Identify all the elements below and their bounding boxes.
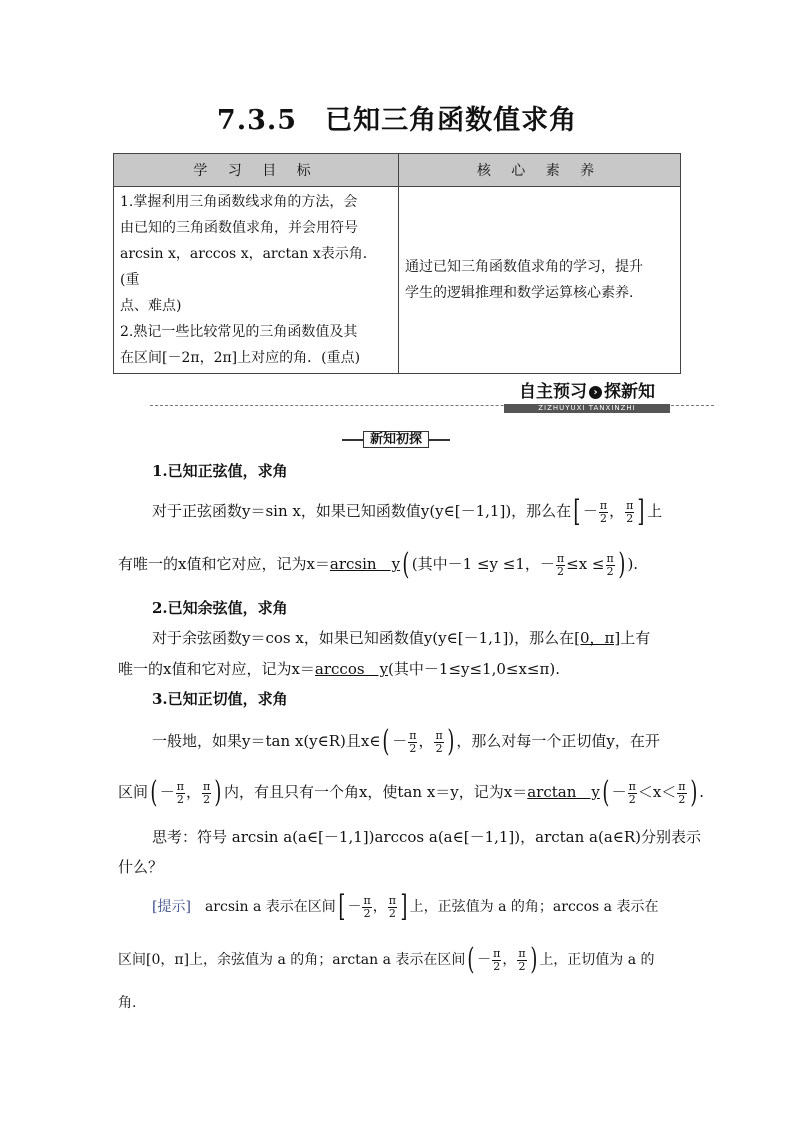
objective-line: 在区间[－2π，2π]上对应的角．(重点) xyxy=(120,350,361,366)
literacy-line: 学生的逻辑推理和数学运算核心素养. xyxy=(405,285,634,301)
literacy-cell xyxy=(399,187,681,374)
section-heading-cosine: 2.已知余弦值，求角 xyxy=(152,599,288,617)
sine-line-2: 有唯一的x值和它对应，记为x＝arcsin y( (其中－1 ≤y ≤1，－ $\frac{\pi}{2}$ ≤x ≤ $\frac{\pi}{2}$ ) ). xyxy=(118,547,639,582)
answer-arcsin: arcsin y xyxy=(329,555,401,573)
hint-line-3: 角. xyxy=(118,995,137,1011)
objective-line: arcsin x，arccos x，arctan x表示角．(重 xyxy=(120,246,377,288)
literacy-line: 通过已知三角函数值求角的学习，提升 xyxy=(405,259,643,275)
objective-line: 2.熟记一些比较常见的三角函数值及其 xyxy=(120,324,358,340)
cosine-line-1: 对于余弦函数y＝cos x，如果已知函数值y(y∈[－1,1])，那么在[0，π]上有 xyxy=(152,629,651,647)
think-question-2: 什么？ xyxy=(118,858,164,876)
arrow-icon: › xyxy=(589,386,602,399)
banner-subtitle: ZIZHUYUXI TANXINZHI xyxy=(504,404,670,413)
table-header-objectives: 学 习 目 标 xyxy=(114,154,399,187)
banner-title: 自主预习 › 探新知 xyxy=(519,382,655,402)
objectives-table xyxy=(113,153,681,374)
section-heading-sine: 1.已知正弦值，求角 xyxy=(152,462,288,480)
table-header-literacy: 核 心 素 养 xyxy=(399,154,681,187)
cosine-line-2: 唯一的x值和它对应，记为x＝arccos y(其中－1≤y≤1,0≤x≤π). xyxy=(118,660,560,678)
hint-label: [提示] xyxy=(152,899,191,915)
sine-line-1: 对于正弦函数y＝sin x，如果已知函数值y(y∈[－1,1])，那么在[ － $\frac{\pi}{2}$ ， $\frac{\pi}{2}$ ] 上 xyxy=(152,494,663,529)
section-banner xyxy=(150,380,714,416)
objective-line: 点、难点) xyxy=(120,298,182,314)
tangent-line-1: 一般地，如果y＝tan x(y∈R)且x∈( － $\frac{\pi}{2}$ ， $\frac{\pi}{2}$ ) ，那么对每一个正切值y，在开 xyxy=(152,724,660,759)
hint-line-1: [提示] arcsin a 表示在区间[ － $\frac{\pi}{2}$ ， $\frac{\pi}{2}$ ] 上，正弦值为 a 的角；arccos a 表示在 xyxy=(152,889,659,924)
answer-arccos: arccos y xyxy=(314,660,389,678)
objective-line: 1.掌握利用三角函数线求角的方法，会 xyxy=(120,194,358,210)
think-question-1: 思考：符号 arcsin a(a∈[－1,1])arccos a(a∈[－1,1])，arctan a(a∈R)分别表示 xyxy=(152,828,702,846)
new-knowledge-tag: 新知初探 xyxy=(342,428,450,450)
answer-arctan: arctan y xyxy=(527,783,600,801)
objectives-cell xyxy=(114,187,399,374)
answer-interval: [0，π] xyxy=(574,629,621,647)
hint-line-2: 区间[0，π]上，余弦值为 a 的角；arctan a 表示在区间( － $\frac{\pi}{2}$ ， $\frac{\pi}{2}$ ) 上，正切值为 a 的 xyxy=(118,942,655,977)
section-heading-tangent: 3.已知正切值，求角 xyxy=(152,690,288,708)
tangent-line-2: 区间( － $\frac{\pi}{2}$ ， $\frac{\pi}{2}$ ) 内，有且只有一个角x，使tan x＝y，记为x＝arctan y( － $\frac{\pi}{2}$ ＜x＜ $\frac{\pi}{2}$ ) . xyxy=(118,775,705,810)
objective-line: 由已知的三角函数值求角，并会用符号 xyxy=(120,220,358,236)
page-title: 7.3.5 已知三角函数值求角 xyxy=(216,105,578,136)
